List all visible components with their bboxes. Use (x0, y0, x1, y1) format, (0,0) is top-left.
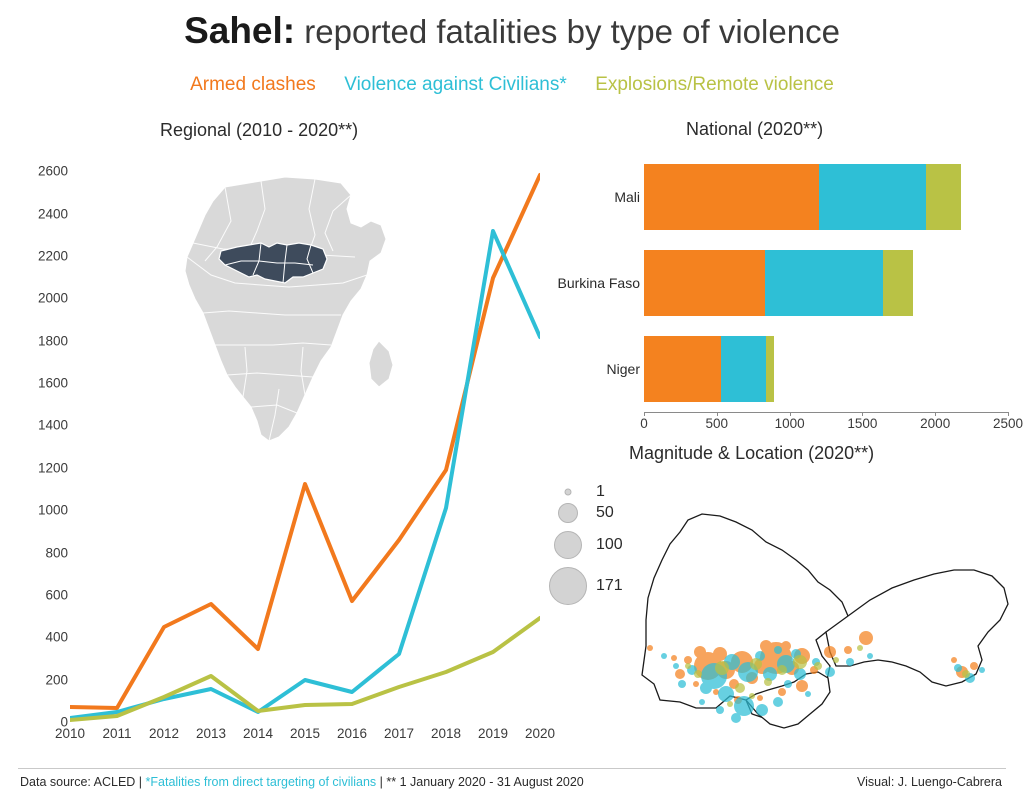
line-chart-plot-area (70, 150, 540, 722)
y-axis-tick: 1200 (37, 460, 68, 476)
y-axis-tick: 1600 (37, 375, 68, 391)
x-axis-tick: 2014 (242, 726, 274, 741)
bar-category-label: Niger (606, 361, 640, 377)
x-axis-tick: 2017 (383, 726, 415, 741)
bubble-legend-label: 171 (596, 577, 623, 594)
bar-category-label: Mali (614, 189, 640, 205)
bar-chart-plot-area (644, 164, 1008, 409)
bar-chart-category-labels (557, 150, 640, 410)
bar-segment-armed-clashes[interactable] (644, 250, 765, 316)
bar-segment-violence-civilians[interactable] (721, 336, 766, 402)
national-panel-title: National (2020**) (686, 119, 824, 139)
regional-line-chart (0, 150, 556, 770)
bar-axis-tick-label: 1000 (774, 416, 805, 431)
y-axis-tick: 2000 (37, 290, 68, 306)
bar-segment-violence-civilians[interactable] (765, 250, 883, 316)
bubble-size-legend (548, 484, 668, 609)
bar-row[interactable] (644, 164, 961, 230)
bar-category-label: Burkina Faso (557, 275, 640, 291)
x-axis-tick: 2010 (54, 726, 86, 741)
x-axis-tick: 2020 (524, 726, 556, 741)
bubble-legend-row (548, 499, 668, 527)
bubble-legend-marker (558, 503, 578, 523)
y-axis-tick: 200 (45, 672, 68, 688)
bar-row[interactable] (644, 250, 913, 316)
bar-segment-explosions[interactable] (883, 250, 914, 316)
footer-source-suffix: | ** 1 January 2020 - 31 August 2020 (376, 775, 584, 789)
y-axis-tick: 600 (45, 587, 68, 603)
bubble-legend-row (548, 563, 668, 609)
bubble-legend-label: 50 (596, 504, 614, 521)
regional-panel-title: Regional (2010 - 2020**) (160, 120, 359, 140)
bar-chart-x-axis (640, 412, 1024, 434)
legend-item-explosions: Explosions/Remote violence (595, 74, 834, 95)
y-axis-tick: 1800 (37, 333, 68, 349)
bubble-legend-row (548, 484, 668, 499)
legend-item-armed-clashes: Armed clashes (190, 74, 316, 95)
y-axis-tick: 800 (45, 545, 68, 561)
page-title-light: reported fatalities by type of violence (295, 13, 840, 50)
bar-axis-tick-label: 500 (705, 416, 729, 431)
x-axis-tick: 2018 (430, 726, 462, 741)
line-chart-y-axis (0, 150, 68, 770)
bar-segment-explosions[interactable] (766, 336, 773, 402)
chart-legend (0, 74, 1024, 96)
magnitude-map-panel (530, 470, 1024, 770)
x-axis-tick: 2011 (102, 726, 132, 741)
bar-segment-explosions[interactable] (926, 164, 961, 230)
page-title (0, 10, 1024, 52)
bar-axis-tick-label: 1500 (847, 416, 878, 431)
bubble-legend-marker (565, 488, 572, 495)
bar-axis-tick-label: 0 (640, 416, 648, 431)
bubble-legend-row (548, 527, 668, 563)
bar-axis-line (644, 412, 1008, 413)
y-axis-tick: 1400 (37, 417, 68, 433)
bar-segment-armed-clashes[interactable] (644, 164, 819, 230)
bar-segment-violence-civilians[interactable] (819, 164, 927, 230)
footer-credit: Visual: J. Luengo-Cabrera (857, 775, 1002, 789)
bar-segment-armed-clashes[interactable] (644, 336, 721, 402)
bar-row[interactable] (644, 336, 774, 402)
bar-axis-tick-label: 2500 (992, 416, 1024, 431)
africa-inset-map (165, 165, 425, 465)
bubble-legend-label: 100 (596, 536, 623, 553)
x-axis-tick: 2019 (477, 726, 509, 741)
y-axis-tick: 2400 (37, 206, 68, 222)
national-bar-chart (557, 150, 1024, 440)
x-axis-tick: 2013 (195, 726, 227, 741)
x-axis-tick: 2016 (336, 726, 368, 741)
bar-axis-tick-label: 2000 (920, 416, 951, 431)
y-axis-tick: 1000 (37, 502, 68, 518)
magnitude-panel-title: Magnitude & Location (2020**) (629, 443, 875, 463)
line-chart-x-axis (54, 726, 556, 756)
x-axis-tick: 2012 (148, 726, 180, 741)
y-axis-tick: 400 (45, 629, 68, 645)
bubble-legend-marker (554, 531, 582, 559)
x-axis-tick: 2015 (289, 726, 321, 741)
page-title-bold: Sahel: (184, 10, 296, 51)
bubble-legend-label: 1 (596, 482, 605, 500)
footer-divider (18, 768, 1006, 769)
footer-source-prefix: Data source: ACLED | (20, 775, 146, 789)
legend-item-violence-civilians: Violence against Civilians* (344, 74, 567, 95)
y-axis-tick: 2200 (37, 248, 68, 264)
y-axis-tick: 2600 (37, 163, 68, 179)
footer-source-note: *Fatalities from direct targeting of civilians (145, 775, 377, 789)
footer-source (20, 775, 584, 789)
y-axis-tick: 0 (60, 714, 68, 730)
bubble-legend-marker (549, 567, 587, 605)
